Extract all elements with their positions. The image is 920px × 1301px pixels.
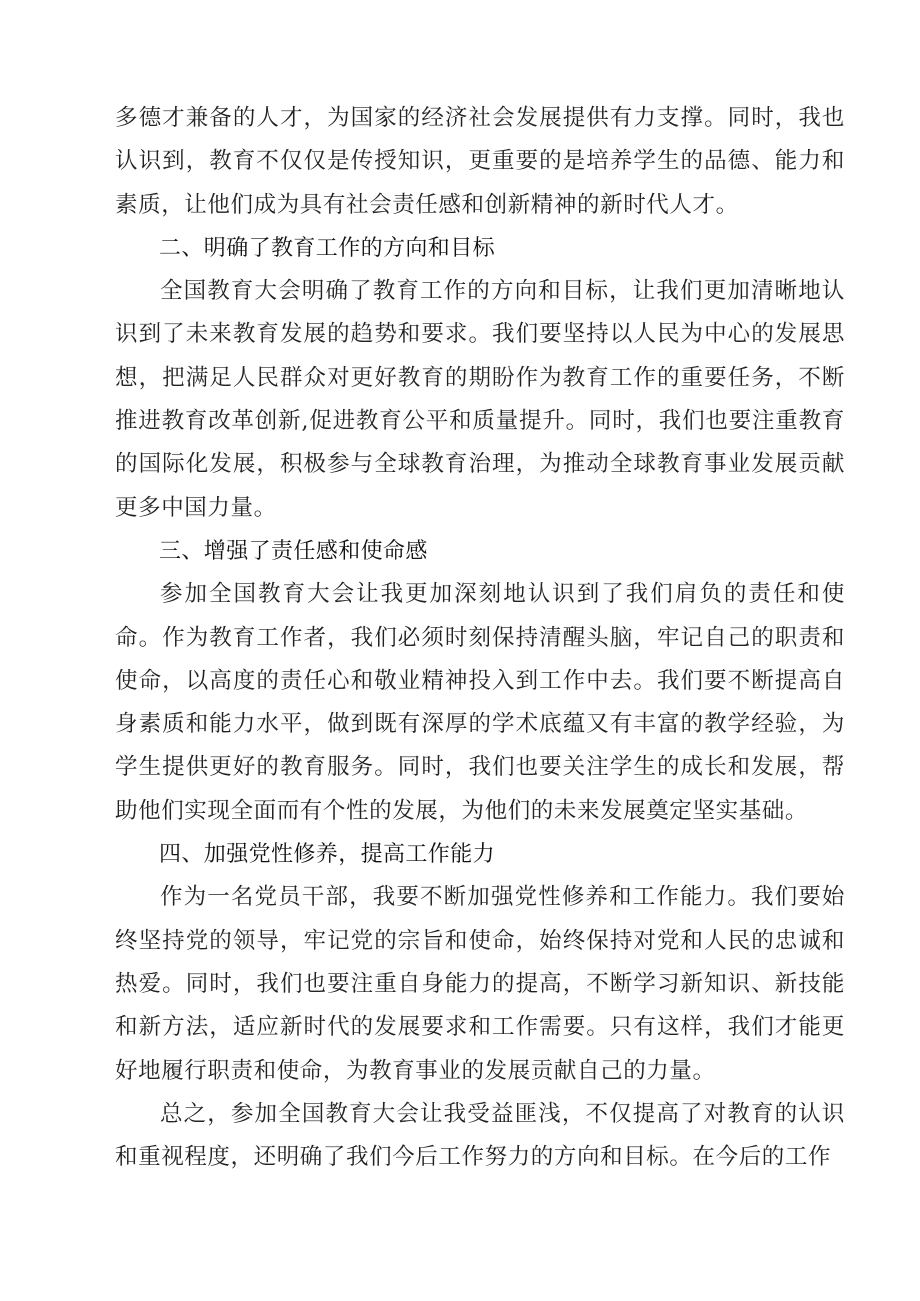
- section-heading-3: 三、增强了责任感和使命感: [159, 538, 428, 564]
- section-heading-2: 二、明确了教育工作的方向和目标: [159, 235, 496, 261]
- section-heading-4: 四、加强党性修养，提高工作能力: [159, 842, 496, 868]
- section-paragraph-3: 参加全国教育大会让我更加深刻地认识到了我们肩负的责任和使命。作为教育工作者，我们必须时刻保持清醒头脑，牢记自己的职责和使命，以高度的责任心和敬业精神投入到工作中去。我们要不断提高自身素质和能力水平，做到既有深厚的学术底蕴又有丰富的教学经验，为学生提供更好的教育服务。同时，我们也要关注学生的成长和发展，帮助他们实现全面而有个性的发展，为他们的未来发展奠定坚实基础。: [115, 581, 845, 824]
- document-body: [115, 97, 845, 1179]
- section-paragraph-2: 全国教育大会明确了教育工作的方向和目标，让我们更加清晰地认识到了未来教育发展的趋势和要求。我们要坚持以人民为中心的发展思想，把满足人民群众对更好教育的期盼作为教育工作的重要任务，不断推进教育改革创新,促进教育公平和质量提升。同时，我们也要注重教育的国际化发展，积极参与全球教育治理，为推动全球教育事业发展贡献更多中国力量。: [115, 278, 845, 521]
- section-paragraph-4: 作为一名党员干部，我要不断加强党性修养和工作能力。我们要始终坚持党的领导，牢记党的宗旨和使命，始终保持对党和人民的忠诚和热爱。同时，我们也要注重自身能力的提高，不断学习新知识、新技能和新方法，适应新时代的发展要求和工作需要。只有这样，我们才能更好地履行职责和使命，为教育事业的发展贡献自己的力量。: [115, 884, 845, 1084]
- conclusion-paragraph: 总之，参加全国教育大会让我受益匪浅，不仅提高了对教育的认识和重视程度，还明确了我们今后工作努力的方向和目标。在今后的工作: [115, 1100, 845, 1171]
- intro-paragraph: 多德才兼备的人才，为国家的经济社会发展提供有力支撑。同时，我也认识到，教育不仅仅是传授知识，更重要的是培养学生的品德、能力和素质，让他们成为具有社会责任感和创新精神的新时代人才。: [115, 105, 845, 218]
